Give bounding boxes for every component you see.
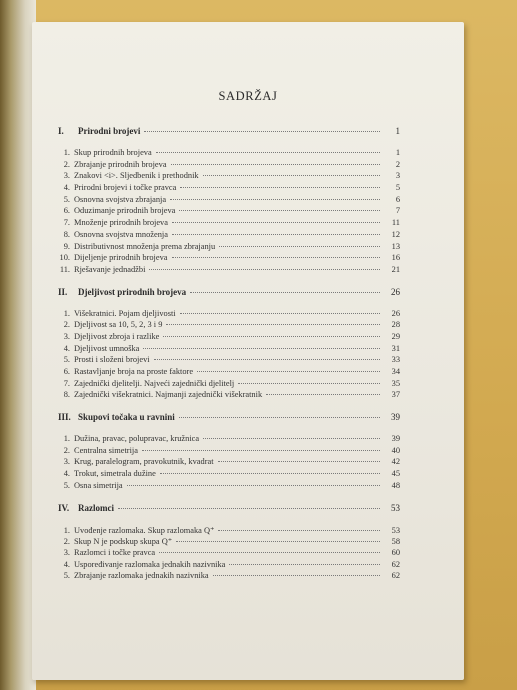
page-number: 5	[395, 183, 400, 193]
entry-title: Zbrajanje razlomaka jednakih nazivnika	[74, 571, 209, 581]
toc-entry	[58, 320, 400, 332]
page-number: 7	[395, 206, 400, 216]
entry-number: 6.	[63, 367, 70, 376]
toc-entry	[58, 446, 400, 458]
entry-title: Razlomci i točke pravca	[74, 547, 156, 557]
entry-number: 7.	[63, 378, 70, 388]
toc-entry	[58, 148, 400, 160]
entry-number: 9.	[63, 241, 70, 251]
toc-entry	[58, 367, 400, 379]
page-number: 21	[391, 264, 400, 274]
leader-dots	[229, 564, 380, 565]
toc-entry	[58, 525, 400, 537]
leader-dots	[172, 234, 380, 235]
page-number: 11	[391, 218, 400, 228]
leader-dots	[127, 485, 380, 486]
page-number: 26	[391, 308, 400, 318]
page-number: 12	[391, 229, 400, 239]
page-number: 3	[395, 171, 400, 181]
entry-number: 8.	[63, 390, 70, 400]
page-number: 16	[391, 253, 400, 263]
toc-chapter-heading	[58, 126, 400, 140]
entry-title: Množenje prirodnih brojeva	[74, 218, 168, 228]
entry-title: Uvođenje razlomaka. Skup razlomaka Q⁺	[74, 525, 215, 535]
leader-dots	[219, 246, 380, 247]
toc-chapter	[58, 126, 400, 277]
toc-entry	[58, 571, 400, 583]
chapter-title: Skupovi točaka u ravnini	[78, 412, 175, 423]
leader-dots	[154, 359, 380, 360]
entry-title: Rastavljanje broja na proste faktore	[74, 367, 194, 376]
leader-dots	[176, 541, 380, 542]
book-binding	[0, 0, 36, 690]
toc-chapter-heading	[58, 503, 400, 517]
entry-title: Višekratnici. Pojam djeljivosti	[74, 308, 176, 318]
chapter-title: Razlomci	[78, 502, 114, 513]
chapter-number: III.	[58, 412, 71, 423]
toc-entry	[58, 230, 400, 242]
entry-number: 3.	[63, 331, 70, 341]
entry-number: 5.	[63, 571, 70, 581]
page-number: 53	[391, 525, 400, 535]
entry-number: 7.	[63, 218, 70, 228]
page-number: 58	[391, 537, 400, 547]
page-number: 39	[391, 412, 400, 423]
toc-entry	[58, 332, 400, 344]
toc-entry	[58, 355, 400, 367]
entry-title: Zbrajanje prirodnih brojeva	[74, 159, 167, 169]
page-number: 45	[391, 469, 400, 479]
entry-title: Znakovi <i>. Sljedbenik i prethodnik	[74, 171, 199, 181]
toc-chapter	[58, 412, 400, 492]
entry-title: Uspoređivanje razlomaka jednakih nazivnika	[74, 559, 226, 569]
toc-entry	[58, 390, 400, 402]
entry-title: Prirodni brojevi i točke pravca	[74, 183, 177, 193]
entry-number: 3.	[63, 457, 70, 467]
page-number: 34	[391, 367, 400, 376]
leader-dots	[159, 552, 380, 553]
entry-number: 5.	[63, 194, 70, 204]
page-number: 2	[395, 159, 400, 169]
toc-entry	[58, 242, 400, 254]
leader-dots	[149, 269, 380, 270]
entry-title: Oduzimanje prirodnih brojeva	[74, 206, 176, 216]
page-number: 26	[391, 286, 400, 297]
entry-title: Rješavanje jednadžbi	[74, 264, 146, 274]
entry-number: 4.	[63, 559, 70, 569]
page-number: 60	[391, 547, 400, 557]
leader-dots	[197, 371, 380, 372]
entry-title: Djeljivost zbroja i razlike	[74, 331, 160, 341]
leader-dots	[213, 575, 380, 576]
entry-title: Centralna simetrija	[74, 445, 138, 455]
toc-entry	[58, 218, 400, 230]
leader-dots	[203, 175, 380, 176]
toc-entry	[58, 171, 400, 183]
leader-dots	[238, 383, 380, 384]
entry-number: 11.	[59, 264, 70, 274]
entry-title: Krug, paralelogram, pravokutnik, kvadrat	[74, 457, 214, 467]
entry-title: Zajednički djelitelji. Najveći zajednički djelitelj	[74, 378, 235, 388]
leader-dots	[166, 324, 380, 325]
toc-chapter	[58, 503, 400, 583]
book-page	[32, 22, 464, 680]
page-number: 42	[391, 457, 400, 467]
entry-number: 4.	[63, 343, 70, 353]
entry-number: 2.	[63, 445, 70, 455]
toc-chapter	[58, 287, 400, 403]
chapter-number: I.	[58, 126, 64, 136]
page-number: 39	[391, 434, 400, 444]
toc-entry	[58, 536, 400, 548]
chapter-number: IV.	[58, 502, 70, 513]
page-number: 28	[391, 320, 400, 330]
page-number: 13	[391, 241, 400, 251]
leader-dots	[180, 187, 380, 188]
toc-entry	[58, 253, 400, 265]
page-title: SADRŽAJ	[218, 89, 278, 103]
leader-dots	[156, 152, 380, 153]
page-number: 37	[391, 390, 400, 400]
leader-dots	[218, 530, 380, 531]
leader-dots	[163, 336, 380, 337]
entry-number: 2.	[63, 320, 70, 330]
chapter-title: Djeljivost prirodnih brojeva	[78, 286, 187, 297]
leader-dots	[144, 131, 380, 132]
toc-entry	[58, 379, 400, 391]
toc-entry	[58, 481, 400, 493]
page-number: 29	[391, 331, 400, 341]
entry-number: 3.	[63, 547, 70, 557]
page-number: 40	[391, 445, 400, 455]
entry-title: Osnovna svojstva zbrajanja	[74, 194, 167, 204]
leader-dots	[179, 417, 380, 418]
page-number: 62	[391, 571, 400, 581]
entry-number: 6.	[63, 206, 70, 216]
entry-number: 1.	[63, 525, 70, 535]
page-number: 62	[391, 559, 400, 569]
toc-entry	[58, 265, 400, 277]
toc-chapter-heading	[58, 287, 400, 301]
leader-dots	[172, 222, 380, 223]
entry-number: 4.	[63, 469, 70, 479]
entry-number: 1.	[63, 434, 70, 444]
entry-title: Trokut, simetrala dužine	[74, 469, 156, 479]
leader-dots	[171, 164, 380, 165]
leader-dots	[179, 210, 380, 211]
toc-entry	[58, 457, 400, 469]
leader-dots	[143, 348, 380, 349]
leader-dots	[180, 313, 380, 314]
entry-number: 10.	[59, 253, 70, 263]
entry-title: Djeljivost umnoška	[74, 343, 140, 353]
leader-dots	[118, 508, 380, 509]
entry-number: 3.	[63, 171, 70, 181]
page-number: 33	[391, 355, 400, 365]
page-number: 1	[395, 148, 400, 157]
entry-number: 5.	[63, 480, 70, 490]
entry-title: Skup N je podskup skupa Q⁺	[74, 537, 173, 547]
entry-number: 2.	[63, 159, 70, 169]
leader-dots	[142, 450, 380, 451]
leader-dots	[266, 394, 380, 395]
toc-entry	[58, 309, 400, 321]
page-number: 35	[391, 378, 400, 388]
toc-entry	[58, 560, 400, 572]
leader-dots	[218, 461, 380, 462]
entry-number: 1.	[63, 148, 70, 157]
entry-number: 4.	[63, 183, 70, 193]
toc-entry	[58, 206, 400, 218]
page-number: 48	[391, 480, 400, 490]
leader-dots	[203, 438, 380, 439]
leader-dots	[172, 257, 381, 258]
toc-entry	[58, 160, 400, 172]
toc-entry	[58, 195, 400, 207]
toc-chapter-heading	[58, 412, 400, 426]
entry-number: 5.	[63, 355, 70, 365]
page-number: 31	[391, 343, 400, 353]
entry-title: Distributivnost množenja prema zbrajanju	[74, 241, 216, 251]
toc-entry	[58, 434, 400, 446]
leader-dots	[190, 292, 380, 293]
entry-title: Zajednički višekratnici. Najmanji zajednički višekratnik	[74, 390, 263, 400]
entry-title: Dijeljenje prirodnih brojeva	[74, 253, 168, 263]
entry-title: Skup prirodnih brojeva	[74, 148, 152, 157]
page-number: 1	[395, 126, 400, 136]
entry-title: Prosti i složeni brojevi	[74, 355, 150, 365]
chapter-title: Prirodni brojevi	[78, 126, 141, 136]
entry-title: Osnovna svojstva množenja	[74, 229, 168, 239]
entry-number: 8.	[63, 229, 70, 239]
page-number: 6	[395, 194, 400, 204]
entry-title: Djeljivost sa 10, 5, 2, 3 i 9	[74, 320, 163, 330]
table-of-contents	[58, 126, 400, 593]
toc-entry	[58, 469, 400, 481]
page-number: 53	[391, 502, 400, 513]
entry-title: Dužina, pravac, polupravac, kružnica	[74, 434, 200, 444]
entry-title: Osna simetrija	[74, 480, 123, 490]
entry-number: 2.	[63, 537, 70, 547]
toc-entry	[58, 548, 400, 560]
toc-entry	[58, 183, 400, 195]
chapter-number: II.	[58, 286, 68, 297]
leader-dots	[170, 199, 380, 200]
toc-entry	[58, 344, 400, 356]
entry-number: 1.	[63, 308, 70, 318]
leader-dots	[160, 473, 380, 474]
